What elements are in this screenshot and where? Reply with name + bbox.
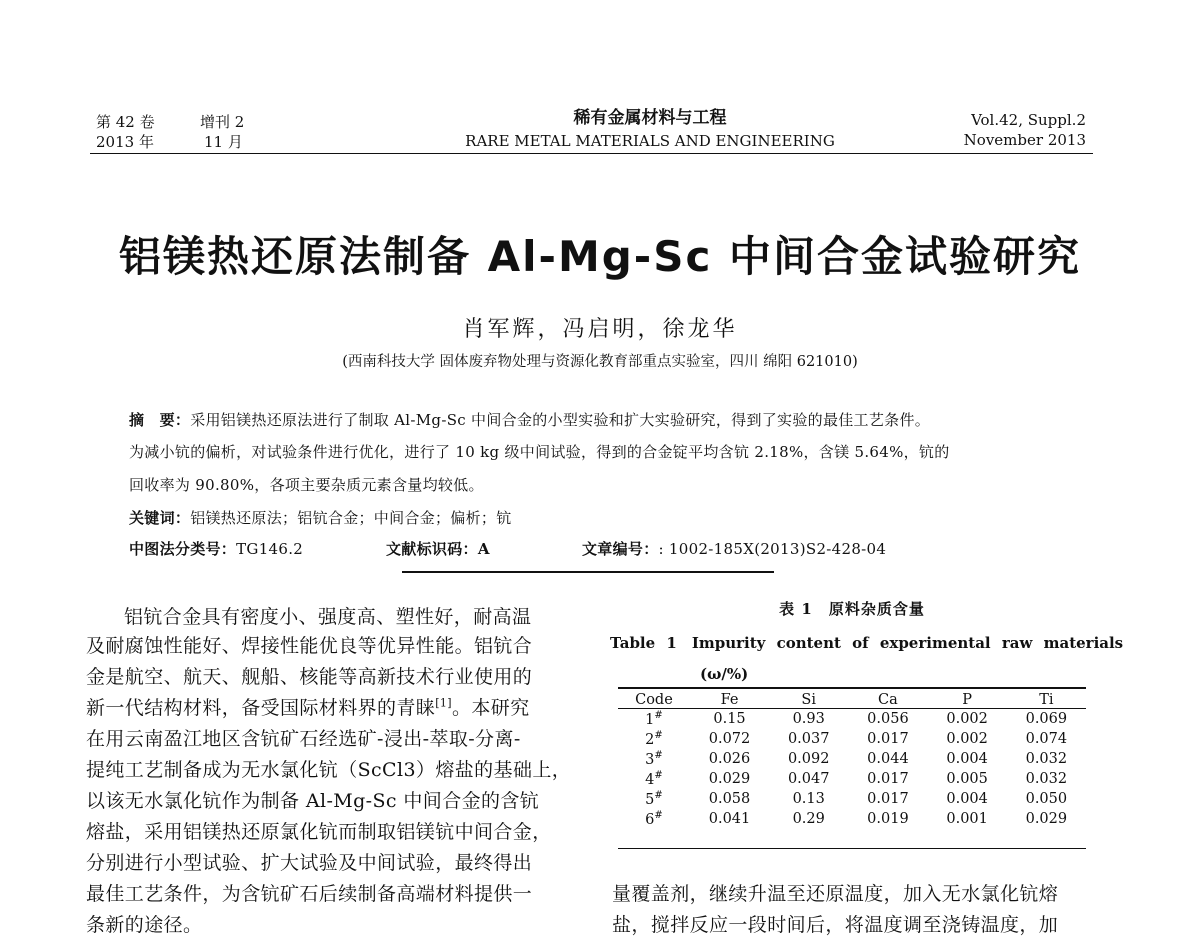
body-line-9: 分别进行小型试验、扩大试验及中间试验，最终得出: [86, 852, 533, 874]
body-line-4: 新一代结构材料，备受国际材料界的青睐[1]。本研究: [86, 696, 530, 719]
body-line-10: 最佳工艺条件，为含钪矿石后续制备高端材料提供一: [86, 883, 533, 905]
impurity-value: 0.041: [708, 811, 751, 827]
keywords-label: 关键词：: [129, 509, 191, 527]
body-line-1: 铝钪合金具有密度小、强度高、塑性好，耐高温: [124, 606, 532, 628]
impurity-value: 0.002: [946, 731, 988, 747]
table-bottom-rule: [618, 848, 1086, 849]
impurity-value: 0.15: [713, 711, 746, 727]
table-row: [618, 729, 1086, 749]
month-label: 11 月: [204, 133, 243, 151]
keywords: 关键词：铝镁热还原法；铝钪合金；中间合金；偏析；钪: [129, 509, 512, 527]
table-row: [618, 769, 1086, 789]
impurity-value: 0.004: [946, 791, 988, 807]
impurity-value: 0.29: [792, 811, 825, 827]
impurity-value: 0.032: [1025, 751, 1068, 767]
impurity-value: 0.029: [1025, 811, 1068, 827]
sample-code: 6#: [645, 810, 663, 828]
body-line-7: 以该无水氯化钪作为制备 Al-Mg-Sc 中间合金的含钪: [86, 790, 540, 812]
document-code: 文献标识码：A: [386, 540, 490, 558]
section-divider: [402, 571, 774, 573]
sample-code: 4#: [645, 770, 663, 788]
impurity-value: 0.069: [1025, 711, 1068, 727]
table-top-rule: [618, 687, 1086, 689]
table-header-cell: Ca: [848, 691, 927, 709]
journal-title-en: RARE METAL MATERIALS AND ENGINEERING: [465, 132, 835, 150]
impurity-value: 0.019: [867, 811, 909, 827]
impurity-value: 0.047: [787, 771, 830, 787]
impurity-value: 0.050: [1025, 791, 1068, 807]
abstract-line-2: 为减小钪的偏析，对试验条件进行优化，进行了 10 kg 级中间试验，得到的合金锭平均含钪 2.18%，含镁 5.64%，钪的: [129, 443, 950, 461]
impurity-value: 0.037: [787, 731, 830, 747]
sample-code: 5#: [645, 790, 663, 808]
table-header-cell: Si: [769, 691, 848, 709]
impurity-value: 0.005: [946, 771, 988, 787]
impurity-value: 0.026: [708, 751, 751, 767]
supplement-label: 增刊 2: [200, 113, 245, 131]
impurity-table: [618, 691, 1086, 829]
impurity-value: 0.072: [708, 731, 751, 747]
affiliation: (西南科技大学 固体废弃物处理与资源化教育部重点实验室，四川 绵阳 621010): [342, 354, 858, 370]
impurity-value: 0.058: [708, 791, 751, 807]
volume-label: 第 42 卷: [96, 113, 155, 131]
impurity-value: 0.004: [946, 751, 988, 767]
table-header-cell: P: [928, 691, 1007, 709]
authors: 肖军辉，冯启明，徐龙华: [462, 317, 738, 342]
body-right-line-2: 盐，搅拌反应一段时间后，将温度调至浇铸温度，加: [612, 914, 1059, 936]
journal-title-cn: 稀有金属材料与工程: [573, 108, 727, 128]
table-row: [618, 709, 1086, 730]
impurity-value: 0.001: [946, 811, 988, 827]
impurity-value: 0.93: [792, 711, 825, 727]
sample-code: 1#: [645, 710, 663, 728]
date-en: November 2013: [963, 131, 1086, 149]
impurity-value: 0.056: [867, 711, 909, 727]
body-line-8: 熔盐，采用铝镁热还原氯化钪而制取铝镁钪中间合金，: [86, 821, 552, 843]
body-line-2: 及耐腐蚀性能好、焊接性能优良等优异性能。铝钪合: [86, 635, 533, 657]
table-header-cell: Code: [618, 691, 690, 709]
impurity-value: 0.074: [1025, 731, 1068, 747]
impurity-value: 0.017: [867, 791, 909, 807]
article-number: 文章编号：: 1002-185X(2013)S2-428-04: [582, 540, 887, 558]
abstract-line-3: 回收率为 90.80%，各项主要杂质元素含量均较低。: [129, 476, 484, 494]
table-header-cell: Fe: [690, 691, 769, 709]
impurity-value: 0.092: [787, 751, 830, 767]
table-unit: (ω/%): [700, 665, 749, 683]
year-label: 2013 年: [96, 133, 154, 151]
abstract-label: 摘 要：: [129, 411, 191, 429]
table-header-cell: Ti: [1007, 691, 1086, 709]
volume-en: Vol.42, Suppl.2: [971, 111, 1086, 129]
table-header-row: [618, 691, 1086, 709]
header-rule: [90, 153, 1093, 154]
body-line-6: 提纯工艺制备成为无水氯化钪（ScCl3）熔盐的基础上，: [86, 759, 572, 781]
impurity-value: 0.032: [1025, 771, 1068, 787]
impurity-value: 0.044: [867, 751, 909, 767]
paper-title: 铝镁热还原法制备 Al-Mg-Sc 中间合金试验研究: [118, 232, 1081, 281]
body-line-5: 在用云南盈江地区含钪矿石经选矿-浸出-萃取-分离-: [86, 728, 521, 750]
table-row: [618, 749, 1086, 769]
table-caption-en: Table 1 Impurity content of experimental raw materials: [610, 634, 1124, 652]
citation-ref: [1]: [435, 696, 452, 710]
table-caption-cn: 表 1 原料杂质含量: [779, 600, 925, 618]
clc-number: 中图法分类号：TG146.2: [129, 540, 304, 558]
impurity-value: 0.13: [792, 791, 825, 807]
impurity-value: 0.029: [708, 771, 751, 787]
abstract-line-1: 摘 要：采用铝镁热还原法进行了制取 Al-Mg-Sc 中间合金的小型实验和扩大实验研究，得到了实验的最佳工艺条件。: [129, 411, 931, 429]
sample-code: 2#: [645, 730, 663, 748]
table-row: [618, 809, 1086, 829]
impurity-value: 0.002: [946, 711, 988, 727]
body-line-3: 金是航空、航天、舰船、核能等高新技术行业使用的: [86, 666, 533, 688]
sample-code: 3#: [645, 750, 663, 768]
table-row: [618, 789, 1086, 809]
body-right-line-1: 量覆盖剂，继续升温至还原温度，加入无水氯化钪熔: [612, 883, 1059, 905]
impurity-value: 0.017: [867, 771, 909, 787]
impurity-value: 0.017: [867, 731, 909, 747]
body-line-11: 条新的途径。: [86, 914, 203, 936]
